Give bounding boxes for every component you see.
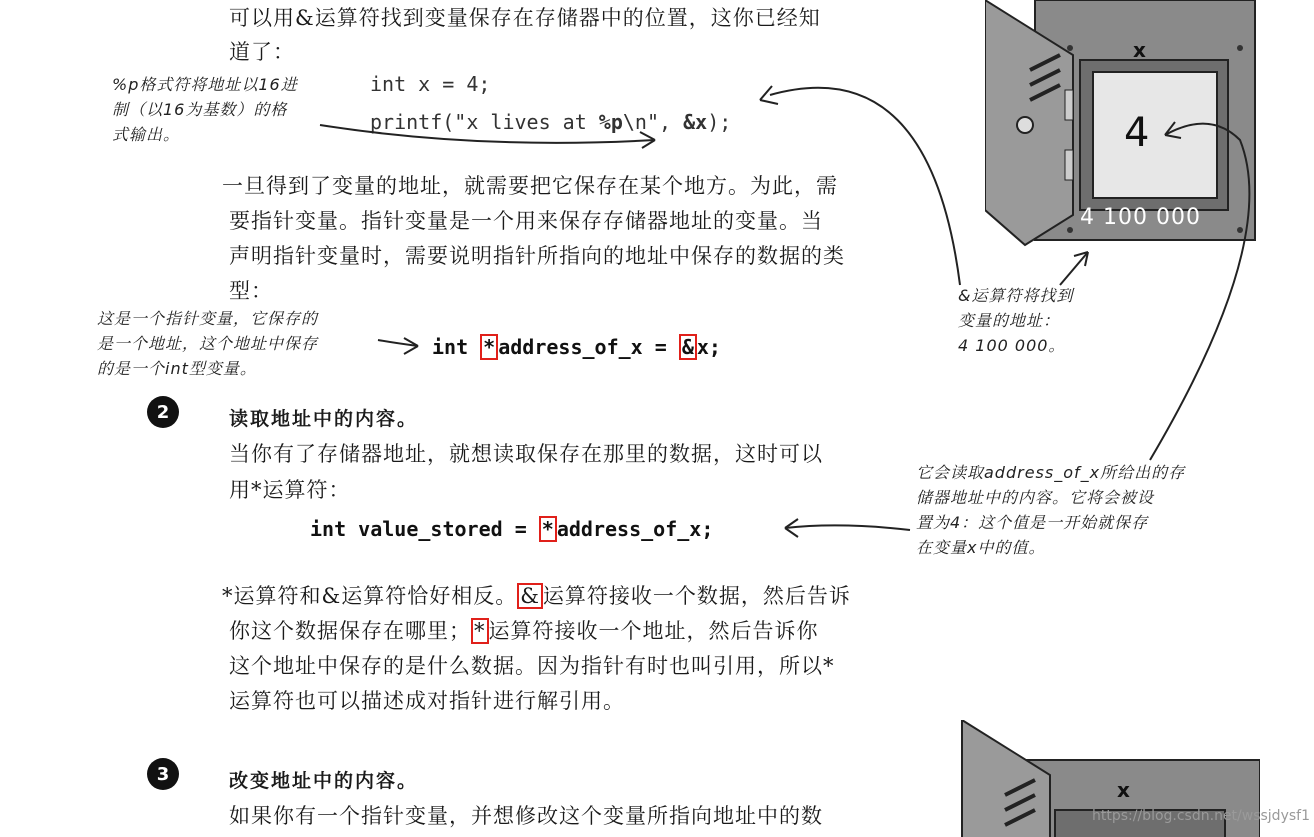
step-2-line-1: 当你有了存储器地址，就想读取保存在那里的数据，这时可以 bbox=[229, 442, 823, 466]
ops-line-2-b: 运算符接收一个地址，然后告诉你 bbox=[488, 619, 819, 643]
read-note-arrow bbox=[785, 525, 910, 530]
intro-line-2: 道了： bbox=[229, 40, 295, 64]
printf-end: ); bbox=[707, 110, 732, 134]
deref-type: int value_stored = bbox=[310, 517, 539, 541]
vault-bottom-variable-label: x bbox=[1117, 778, 1130, 802]
decl-var: x; bbox=[696, 335, 721, 359]
watermark: https://blog.csdn.net/wssjdysf1 bbox=[1092, 808, 1310, 824]
read-note-line-1: 它会读取address_of_x所给出的存 bbox=[916, 463, 1186, 482]
ampersand-note-line-3: 4 100 000。 bbox=[958, 336, 1066, 355]
printf-prefix: printf("x lives at bbox=[370, 110, 599, 134]
step-3-line-1: 如果你有一个指针变量，并想修改这个变量所指向地址中的数 bbox=[229, 804, 823, 828]
step-2-number: 2 bbox=[147, 396, 179, 428]
format-note-line-3: 式输出。 bbox=[112, 125, 181, 144]
ampersand-note-line-1: &运算符将找到 bbox=[958, 286, 1074, 305]
read-note-line-2: 储器地址中的内容。它将会被设 bbox=[916, 488, 1155, 507]
vault-top-variable-label: x bbox=[1133, 38, 1146, 62]
pointer-para-line-2: 要指针变量。指针变量是一个用来保存存储器地址的变量。当 bbox=[229, 209, 823, 233]
decl-name: address_of_x = bbox=[498, 335, 679, 359]
highlight-deref-star: * bbox=[539, 516, 557, 542]
ops-line-2-a: 你这个数据保存在哪里； bbox=[229, 619, 471, 643]
highlight-ampersand: & bbox=[679, 334, 697, 360]
format-note-line-2: 制（以16为基数）的格 bbox=[112, 100, 288, 119]
pointer-note-line-2: 是一个地址，这个地址中保存 bbox=[97, 334, 319, 353]
highlight-star: * bbox=[480, 334, 498, 360]
step-2-heading: 读取地址中的内容。 bbox=[229, 408, 419, 430]
format-note-line-1: %p格式符将地址以16进 bbox=[112, 75, 298, 94]
pointer-note-line-1: 这是一个指针变量，它保存的 bbox=[97, 309, 319, 328]
ops-star-box: * bbox=[471, 618, 489, 644]
ampersand-note-arrow bbox=[770, 88, 960, 285]
vault-top-address: 4 100 000 bbox=[1080, 205, 1201, 230]
printf-address-arg: &x bbox=[683, 110, 708, 134]
format-note-arrow bbox=[320, 125, 655, 143]
pointer-para-line-1: 一旦得到了变量的地址，就需要把它保存在某个地方。为此，需 bbox=[222, 174, 838, 198]
ops-para-line-4: 运算符也可以描述成对指针进行解引用。 bbox=[229, 689, 625, 713]
ops-para-line-3: 这个地址中保存的是什么数据。因为指针有时也叫引用，所以* bbox=[229, 654, 835, 678]
step-3-heading: 改变地址中的内容。 bbox=[229, 770, 419, 792]
intro-line-1: 可以用&运算符找到变量保存在存储器中的位置，这你已经知 bbox=[229, 6, 821, 30]
vault-top-value: 4 bbox=[1124, 110, 1150, 156]
ampersand-note-line-2: 变量的地址： bbox=[958, 311, 1061, 330]
printf-mid: \n", bbox=[622, 110, 684, 134]
ops-ampersand-box: & bbox=[517, 583, 543, 609]
pointer-para-line-4: 型： bbox=[229, 279, 273, 303]
printf-format-spec: %p bbox=[598, 110, 623, 134]
deref-name: address_of_x; bbox=[556, 517, 714, 541]
decl-type: int bbox=[432, 335, 481, 359]
code-int-x: int x = 4; bbox=[370, 72, 491, 96]
read-note-line-3: 置为4：这个值是一开始就保存 bbox=[916, 513, 1149, 532]
pointer-para-line-3: 声明指针变量时，需要说明指针所指向的地址中保存的数据的类 bbox=[229, 244, 845, 268]
value-arrow bbox=[1150, 124, 1249, 460]
step-2-line-2: 用*运算符： bbox=[229, 478, 351, 502]
address-arrow bbox=[1060, 252, 1088, 285]
ops-line-1-a: *运算符和&运算符恰好相反。 bbox=[222, 584, 518, 608]
step-3-number: 3 bbox=[147, 758, 179, 790]
pointer-note-line-3: 的是一个int型变量。 bbox=[97, 359, 257, 378]
read-note-line-4: 在变量x中的值。 bbox=[916, 538, 1046, 557]
ops-line-1-b: 运算符接收一个数据，然后告诉 bbox=[542, 584, 851, 608]
